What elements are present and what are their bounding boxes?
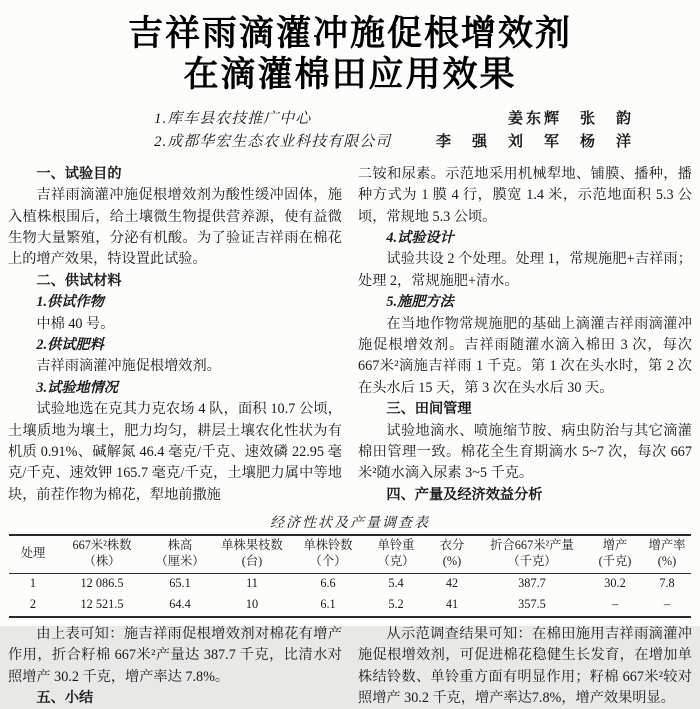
- paper-title-line1: 吉祥雨滴灌冲施促根增效剂: [127, 14, 572, 53]
- cell-r1-boll-weight: 5.4: [388, 576, 404, 591]
- table-row: [9, 574, 691, 595]
- header-fruit-branches: 单株果枝数 (台): [221, 538, 283, 569]
- author-names-2: 李 强 刘 军 杨 洋: [435, 134, 634, 151]
- subsection-site: 3.试验地情况: [36, 379, 118, 396]
- paragraph-demo-results: 从示范调查结果可知：在棉田施用吉祥雨滴灌冲施促根增效剂，可促进棉花稳健生长发育，在增加单株结铃数、单铃重方面有明显作用；籽棉 667米²较对照增产 30.2 千克，增产率达7.8%，增产效果明显。: [358, 625, 692, 707]
- results-table-wrap: [9, 534, 691, 618]
- byline: [154, 108, 634, 155]
- cell-r1-treatment: 1: [29, 576, 37, 591]
- header-yield: 折合667米²产量 （千克）: [490, 538, 574, 569]
- cell-r2-branches: 10: [245, 596, 259, 611]
- paragraph-table-analysis: 由上表可知：施吉祥雨促根增效剂对棉花有增产作用，折合籽棉 667米²产量达 387.7 千克，比清水对照增产 30.2 千克，增产率达 7.8%。: [8, 625, 342, 685]
- byline-row-2: [154, 131, 634, 154]
- table-row: [9, 595, 691, 617]
- cell-r1-height: 65.1: [169, 576, 191, 591]
- body-columns: [8, 164, 692, 507]
- header-treatment: 处理: [20, 546, 46, 561]
- cell-r1-plant-count: 12 086.5: [80, 576, 124, 591]
- table-header-row: [9, 535, 691, 573]
- cell-r2-plant-count: 12 521.5: [80, 596, 124, 611]
- body-column-right: [358, 164, 692, 507]
- section-heading-2: 二、供试材料: [36, 272, 122, 289]
- paragraph-purpose: 吉祥雨滴灌冲施促根增效剂为酸性缓冲固体，施入植株根围后，给土壤微生物提供营养源，使有益微生物大量繁殖，分泌有机酸。为了验证吉祥雨在棉花上的增产效果，特设置此试验。: [8, 187, 342, 268]
- byline-row-1: [154, 108, 634, 131]
- paragraph-fertilizer: 吉祥雨滴灌冲施促根增效剂。: [36, 358, 221, 375]
- subsection-method: 5.施肥方法: [386, 294, 454, 311]
- author-names-1: 姜东辉 张 韵: [507, 111, 634, 128]
- conclusion-columns: [8, 624, 692, 709]
- cell-r1-yield: 387.7: [518, 576, 546, 591]
- cell-r1-branches: 11: [246, 576, 258, 591]
- subsection-design: 4.试验设计: [386, 229, 454, 246]
- cell-r2-height: 64.4: [169, 596, 191, 611]
- paragraph-method: 在当地作物常规施肥的基础上滴灌吉祥雨滴灌冲施促根增效剂。吉祥雨随灌水滴入棉田 3 次，每次 667米²滴施吉祥雨 1 千克。第 1 次在头水时，第 2 次在头水后 15 天，第 3 次在头水后 30 天。: [358, 315, 692, 396]
- paper-title-line2: 在滴灌棉田应用效果: [183, 54, 517, 94]
- header-yield-increase: 增产 (千克): [598, 538, 632, 569]
- cell-r2-rate: –: [663, 596, 671, 611]
- section-heading-5: 五、小结: [36, 690, 94, 707]
- paper-title: [8, 14, 692, 95]
- subsection-fertilizer: 2.供试肥料: [36, 336, 104, 353]
- cell-r2-yield: 357.5: [518, 596, 546, 611]
- conclusion-column-right: [358, 624, 692, 709]
- paragraph-management: 试验地滴水、喷施缩节胺、病虫防治与其它滴灌棉田管理一致。棉花全生育期滴水 5~7 次，每次 667 米²随水滴入尿素 3~5 千克。: [358, 422, 692, 482]
- table-caption: 经济性状及产量调查表: [270, 516, 430, 532]
- author-affiliation-1: 1.库车县农技推广中心: [154, 111, 312, 128]
- body-column-left: [8, 164, 342, 507]
- header-increase-rate: 增产率 (%): [648, 538, 686, 569]
- cell-r1-rate: 7.8: [659, 576, 675, 591]
- author-affiliation-2: 2.成都华宏生态农业科技有限公司: [154, 134, 392, 151]
- section-heading-4: 四、产量及经济效益分析: [386, 486, 543, 503]
- cell-r2-increase: –: [611, 596, 619, 611]
- cell-r1-lint: 42: [445, 576, 459, 591]
- cell-r2-bolls: 6.1: [320, 596, 336, 611]
- cell-r2-treatment: 2: [29, 596, 37, 611]
- section-heading-3: 三、田间管理: [386, 401, 472, 418]
- section-heading-1: 一、试验目的: [36, 165, 122, 182]
- header-boll-weight: 单铃重 （克）: [377, 538, 415, 569]
- header-lint-percentage: 衣分 (%): [439, 538, 465, 569]
- paragraph-crop: 中棉 40 号。: [36, 315, 115, 332]
- header-bolls-per-plant: 单株铃数 （个）: [303, 538, 353, 569]
- subsection-crop: 1.供试作物: [36, 294, 104, 311]
- paragraph-site-continued: 二铵和尿素。示范地采用机械犁地、铺膜、播种，播种方式为 1 膜 4 行，膜宽 1.4 米，示范地面积 5.3 公顷，常规地 5.3 公顷。: [358, 165, 692, 225]
- cell-r1-bolls: 6.6: [320, 576, 336, 591]
- header-plant-count: 667米²株数 （株）: [72, 538, 132, 569]
- conclusion-column-left: [8, 624, 342, 709]
- header-plant-height: 株高 （厘米）: [155, 538, 205, 569]
- cell-r2-lint: 41: [445, 596, 459, 611]
- cell-r1-increase: 30.2: [604, 576, 626, 591]
- results-table: [9, 534, 691, 618]
- cell-r2-boll-weight: 5.2: [388, 596, 404, 611]
- paragraph-design: 试验共设 2 个处理。处理 1，常规施肥+吉祥雨；处理 2，常规施肥+清水。: [358, 251, 692, 289]
- paragraph-site: 试验地选在克其力克农场 4 队，面积 10.7 公顷，土壤质地为壤土，肥力均匀，耕层土壤农化性状为有机质 0.91%、碱解氮 46.4 毫克/千克、速效磷 22.95 毫克/千克、速效钾 165.7 毫克/千克，土壤肥力属中等地块，前茬作物为棉花，犁地前撒施: [8, 401, 342, 503]
